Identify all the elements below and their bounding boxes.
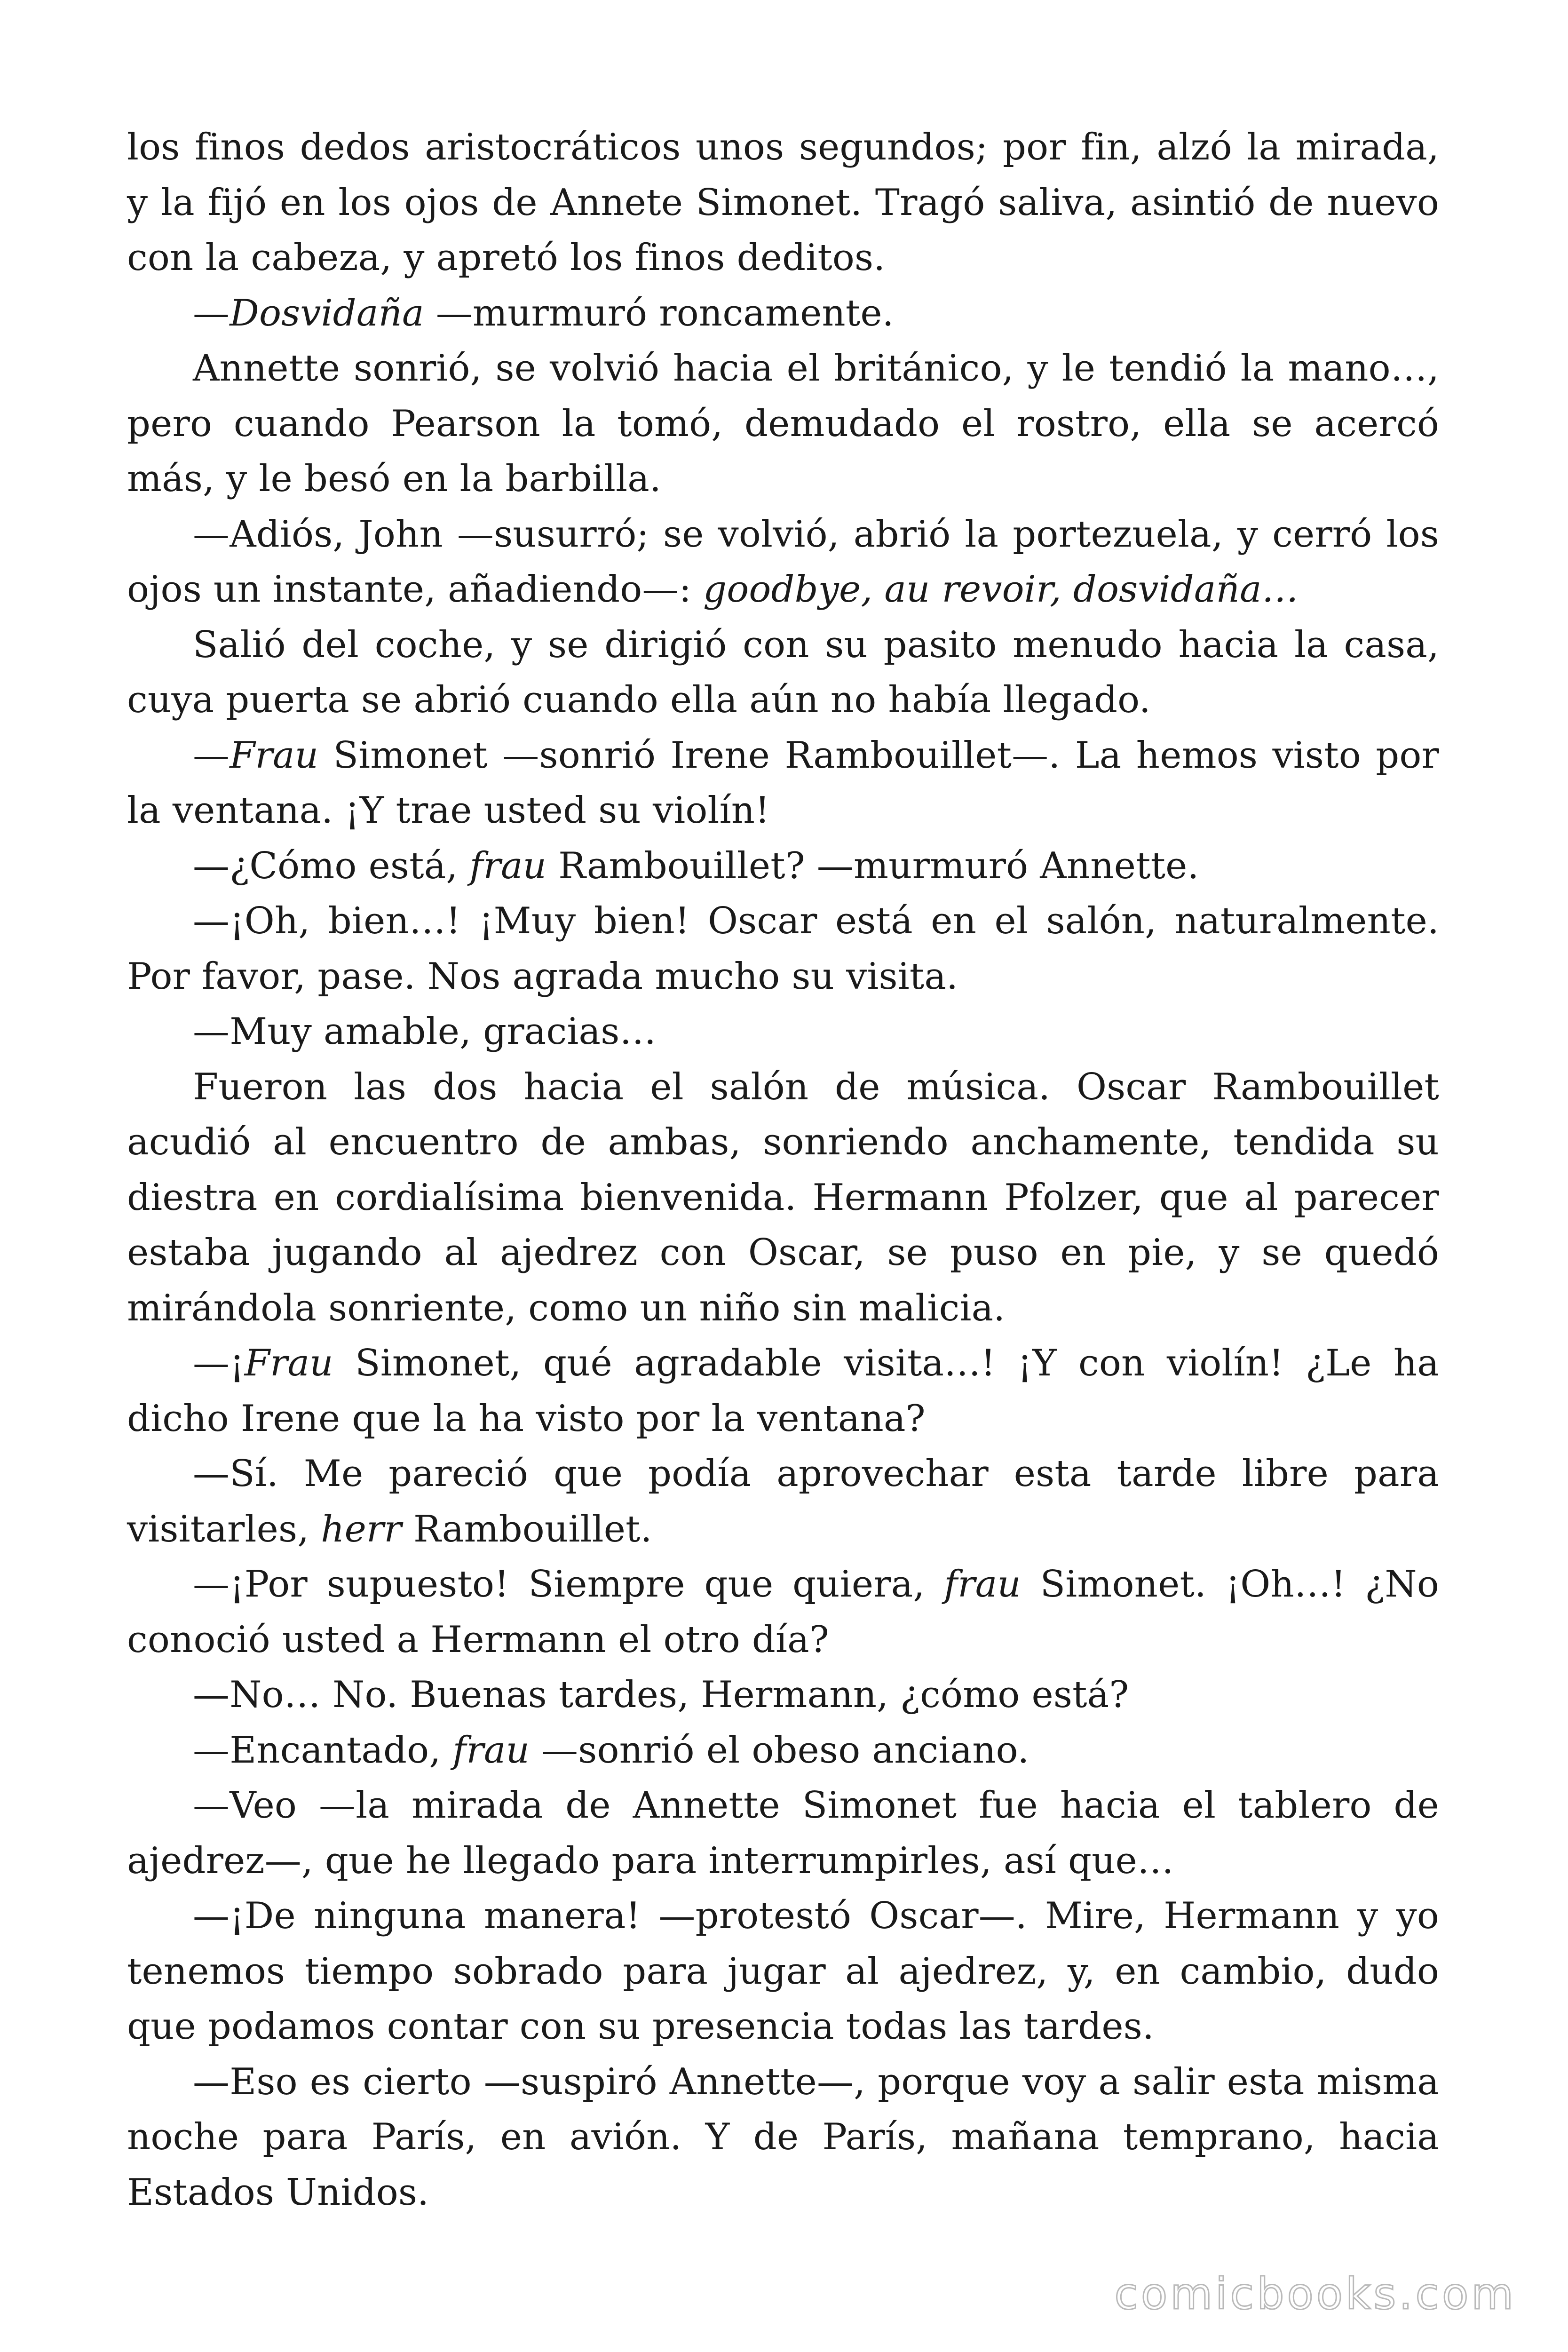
text-segment: —Adiós, John —susurró; se volvió, abrió la portezuela, y cerró los ojos un instante, añadiendo—: xyxy=(127,513,1439,611)
paragraph xyxy=(127,1446,1439,1557)
paragraph xyxy=(127,894,1439,1004)
text-segment: —¡De ninguna manera! —protestó Oscar—. Mire, Hermann y yo tenemos tiempo sobrado para jugar al ajedrez, y, en cambio, dudo que podamos contar con su presencia todas las tardes. xyxy=(127,1895,1439,2048)
italic-text: Frau xyxy=(230,734,319,777)
paragraph xyxy=(127,1557,1439,1668)
text-segment: —murmuró roncamente. xyxy=(424,292,894,334)
text-segment: — xyxy=(193,734,230,777)
page-body xyxy=(127,120,1439,2220)
paragraph xyxy=(127,1004,1439,1060)
text-segment: —Muy amable, gracias… xyxy=(193,1010,657,1053)
text-segment: los finos dedos aristocráticos unos segundos; por fin, alzó la mirada, y la fijó en los ojos de Annete Simonet. Tragó saliva, asintió de nuevo con la cabeza, y apretó los finos deditos. xyxy=(127,126,1439,279)
paragraph xyxy=(127,286,1439,342)
italic-text: Dosvidaña xyxy=(230,292,424,334)
watermark: comicbooks.com xyxy=(1114,2269,1516,2319)
paragraph xyxy=(127,2055,1439,2221)
paragraph xyxy=(127,341,1439,507)
text-segment: Annette sonrió, se volvió hacia el británico, y le tendió la mano…, pero cuando Pearson la tomó, demudado el rostro, ella se acercó más, y le besó en la barbilla. xyxy=(127,347,1439,500)
text-segment: — xyxy=(193,292,230,334)
italic-text: frau xyxy=(452,1729,530,1772)
italic-text: frau xyxy=(944,1563,1021,1605)
text-segment: Simonet. ¡Oh…! ¿No conoció usted a Hermann el otro día? xyxy=(127,1563,1439,1661)
text-segment: —sonrió el obeso anciano. xyxy=(530,1729,1029,1772)
text-segment: Salió del coche, y se dirigió con su pasito menudo hacia la casa, cuya puerta se abrió cuando ella aún no había llegado. xyxy=(127,623,1439,721)
paragraph xyxy=(127,1668,1439,1723)
italic-text: herr xyxy=(321,1508,402,1550)
text-segment: —Encantado, xyxy=(193,1729,453,1772)
text-segment: —Eso es cierto —suspiró Annette—, porque voy a salir esta misma noche para París, en avión. Y de París, mañana temprano, hacia Estados Unidos. xyxy=(127,2060,1439,2214)
italic-text: Frau xyxy=(244,1342,333,1384)
text-segment: —¡ xyxy=(193,1342,245,1384)
text-segment: Simonet —sonrió Irene Rambouillet—. La hemos visto por la ventana. ¡Y trae usted su violín! xyxy=(127,734,1439,832)
text-segment: Rambouillet? —murmuró Annette. xyxy=(546,844,1199,887)
paragraph xyxy=(127,728,1439,839)
text-segment: —¡Oh, bien…! ¡Muy bien! Oscar está en el salón, naturalmente. Por favor, pase. Nos agrada mucho su visita. xyxy=(127,900,1439,998)
text-segment: —¿Cómo está, xyxy=(193,844,470,887)
paragraph xyxy=(127,507,1439,618)
text-segment: —Sí. Me pareció que podía aprovechar esta tarde libre para visitarles, xyxy=(127,1453,1439,1550)
paragraph xyxy=(127,839,1439,894)
italic-text: frau xyxy=(469,844,547,887)
paragraph xyxy=(127,618,1439,728)
text-segment: Fueron las dos hacia el salón de música. Oscar Rambouillet acudió al encuentro de ambas, sonriendo anchamente, tendida su diestra en cordialísima bienvenida. Hermann Pfolzer, que al parecer estaba jugando al ajedrez con Oscar, se puso en pie, y se quedó mirándola sonriente, como un niño sin malicia. xyxy=(127,1065,1439,1329)
text-segment: —¡Por supuesto! Siempre que quiera, xyxy=(193,1563,944,1605)
text-segment: —Veo —la mirada de Annette Simonet fue hacia el tablero de ajedrez—, que he llegado para interrumpirles, así que… xyxy=(127,1784,1439,1882)
paragraph xyxy=(127,1778,1439,1889)
paragraph xyxy=(127,1060,1439,1336)
paragraph xyxy=(127,1336,1439,1446)
paragraph xyxy=(127,1889,1439,2055)
text-segment: Rambouillet. xyxy=(402,1508,652,1550)
text-segment: Simonet, qué agradable visita…! ¡Y con violín! ¿Le ha dicho Irene que la ha visto por la ventana? xyxy=(127,1342,1439,1440)
paragraph xyxy=(127,120,1439,286)
text-segment: —No… No. Buenas tardes, Hermann, ¿cómo está? xyxy=(193,1674,1129,1716)
italic-text: goodbye, au revoir, dosvidaña… xyxy=(703,568,1299,611)
paragraph xyxy=(127,1723,1439,1779)
